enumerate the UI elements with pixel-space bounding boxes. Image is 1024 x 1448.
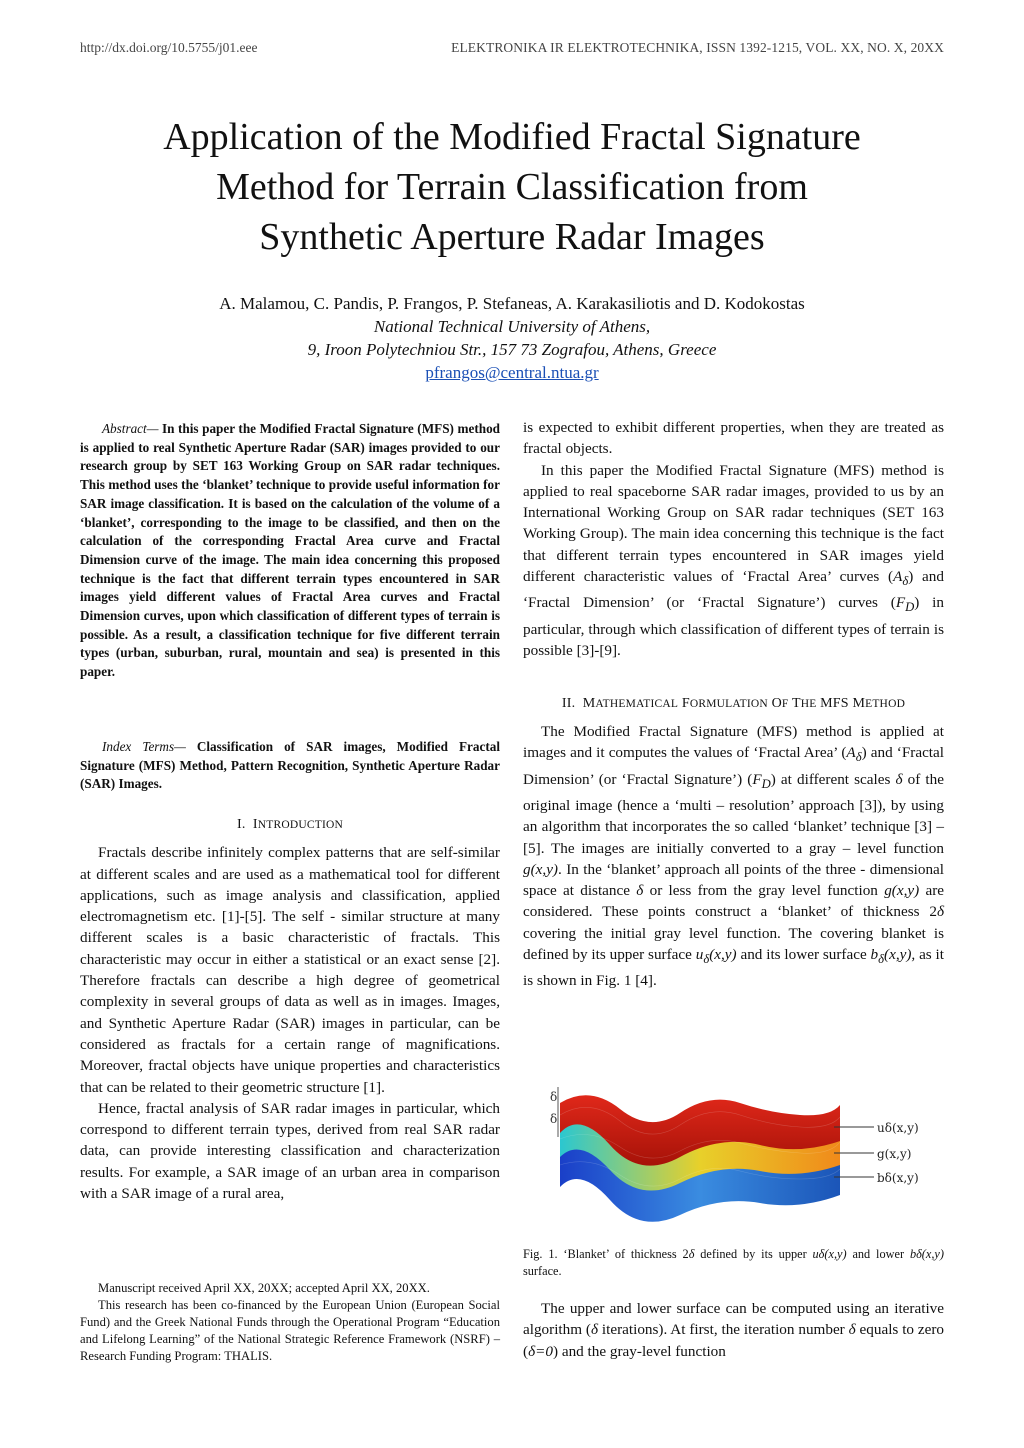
email-link[interactable]: pfrangos@central.ntua.gr [425, 363, 599, 382]
title-line-3: Synthetic Aperture Radar Images [259, 216, 765, 258]
footnote-funding: This research has been co-financed by the European Union (European Social Fund) and the Greek National Funds through the Operational Program “Education and Lifelong Learning” of the National Strategic Reference Framework (NSRF) – Research Funding Program: THALIS. [80, 1298, 500, 1363]
figure-1-caption: Fig. 1. ‘Blanket’ of thickness 2δ defined by its upper uδ(x,y) and lower bδ(x,y) surface. [523, 1247, 944, 1278]
blanket-surface-figure [530, 1075, 950, 1235]
author-block [0, 292, 1024, 384]
section-heading-math: II. MATHEMATICAL FORMULATION OF THE MFS METHOD [561, 696, 906, 711]
delta-label-2: δ [550, 1112, 558, 1126]
right-paragraph-1: In this paper the Modified Fractal Signature (MFS) method is applied to real spaceborne SAR radar images, provided to us by an International Working Group on SAR radar techniques (SET 163 Working Group). The main idea concerning this technique is the fact that different terrain types encountered in SAR images yield different characteristic values of ‘Fractal Area’ curves $(A_\delta)$ and ‘Fractal Dimension’ (or ‘Fractal Signature’) curves $(F_D)$ in particular, through which classification of different types of terrain is possible [3]-[9]. [523, 461, 945, 660]
section-introduction [80, 814, 500, 1204]
right-column-bottom [523, 1298, 944, 1362]
paper-title [0, 112, 1024, 262]
title-line-2: Method for Terrain Classification from [216, 166, 808, 208]
abstract-lead: Abstract— [102, 421, 159, 436]
index-terms [80, 738, 500, 794]
doi-link[interactable]: http://dx.doi.org/10.5755/j01.eee [80, 40, 258, 55]
math-paragraph-1: The Modified Fractal Signature (MFS) method is applied at images and it computes the values of ‘Fractal Area’ $(A_\delta)$ and ‘Fractal Dimension’ (or ‘Fractal Signature’) $(F_D)$ at different scales δ of the original image (hence a ‘multi – resolution’ approach [3]), by using an algorithm that incorporates the so called ‘blanket’ technique [3] – [5]. The images are initially converted to a gray – level function g(x,y). In the ‘blanket’ approach all points of the three - dimensional space at distance δ or less from the gray level function g(x,y) are considered. These points construct a ‘blanket’ of thickness 2δ covering the initial gray level function. The covering blanket is defined by its upper surface $u_\delta(x,y)$ and its lower surface $b_\delta(x,y)$, as it is shown in Fig. 1 [4]. [523, 723, 945, 990]
legend-gray: g(x,y) [877, 1147, 912, 1161]
right-column-top [523, 417, 944, 661]
address: 9, Iroon Polytechniou Str., 157 73 Zografou, Athens, Greece [307, 340, 717, 359]
abstract [80, 420, 500, 682]
intro-paragraph-1: Fractals describe infinitely complex patterns that are self-similar at different scales and are used as a mathematical tool for different applications, such as image analysis and classification, applied electromagnetism etc. [1]-[5]. The self - similar structure at many different scales is a basic characteristic of fractals. This characteristic may occur in either a statistical or an exact sense [2]. Therefore fractals can describe a high degree of geometrical complexity in several groups of data as well as in images. Images, and Synthetic Aperture Radar (SAR) images in particular, can be considered as fractals for a certain range of magnifications. Moreover, fractal objects have unique properties and characteristics that can be related to their geometric structure [1]. [80, 844, 500, 1096]
index-terms-text: Classification of SAR images, Modified Fractal Signature (MFS) Method, Pattern Recognition, Synthetic Aperture Radar (SAR) Images. [80, 739, 501, 792]
journal-header: ELEKTRONIKA IR ELEKTROTECHNIKA, ISSN 1392-1215, VOL. XX, NO. X, 20XX [451, 40, 944, 55]
title-line-1: Application of the Modified Fractal Signature [163, 116, 861, 158]
right-column-math [523, 721, 944, 992]
affiliation: National Technical University of Athens, [373, 317, 651, 336]
author-names: A. Malamou, C. Pandis, P. Frangos, P. Stefaneas, A. Karakasiliotis and D. Kodokostas [219, 294, 805, 313]
footnote-received: Manuscript received April XX, 20XX; accepted April XX, 20XX. [98, 1281, 430, 1295]
right-paragraph-0: is expected to exhibit different properties, when they are treated as fractal objects. [523, 419, 944, 458]
footnote [80, 1280, 500, 1365]
index-terms-lead: Index Terms— [102, 739, 186, 754]
iteration-paragraph: The upper and lower surface can be computed using an iterative algorithm (δ iterations). At first, the iteration number δ equals to zero (δ=0) and the gray-level function [523, 1300, 945, 1360]
intro-paragraph-2: Hence, fractal analysis of SAR radar images in particular, which correspond to different terrain types, derived from real SAR radar data, can provide interesting classification and characterization results. For example, a SAR image of an urban area in comparison with a SAR image of a rural area, [80, 1099, 500, 1203]
section-heading-introduction: I. INTRODUCTION [236, 817, 344, 832]
abstract-text: In this paper the Modified Fractal Signature (MFS) method is applied to real Synthetic Aperture Radar (SAR) images provided to our research group by SET 163 Working Group on SAR radar techniques. This method uses the ‘blanket’ technique to provide useful information for SAR image classification. It is based on the calculation of the volume of a ‘blanket’, corresponding to the image to be classified, and then on the calculation of the corresponding Fractal Area curve and Fractal Dimension curve of the image. The main idea concerning this proposed technique is the fact that different terrain types encountered in SAR images yield different values of Fractal Area curves and Fractal Dimension curves, upon which classification of different types of terrain is possible. As a result, a classification technique for five different terrain types (urban, suburban, rural, mountain and sea) is presented in this paper. [80, 421, 500, 680]
delta-label-1: δ [550, 1090, 558, 1104]
legend-lower: bδ(x,y) [877, 1171, 919, 1185]
figure-1 [530, 1075, 950, 1235]
legend-upper: uδ(x,y) [877, 1121, 919, 1135]
